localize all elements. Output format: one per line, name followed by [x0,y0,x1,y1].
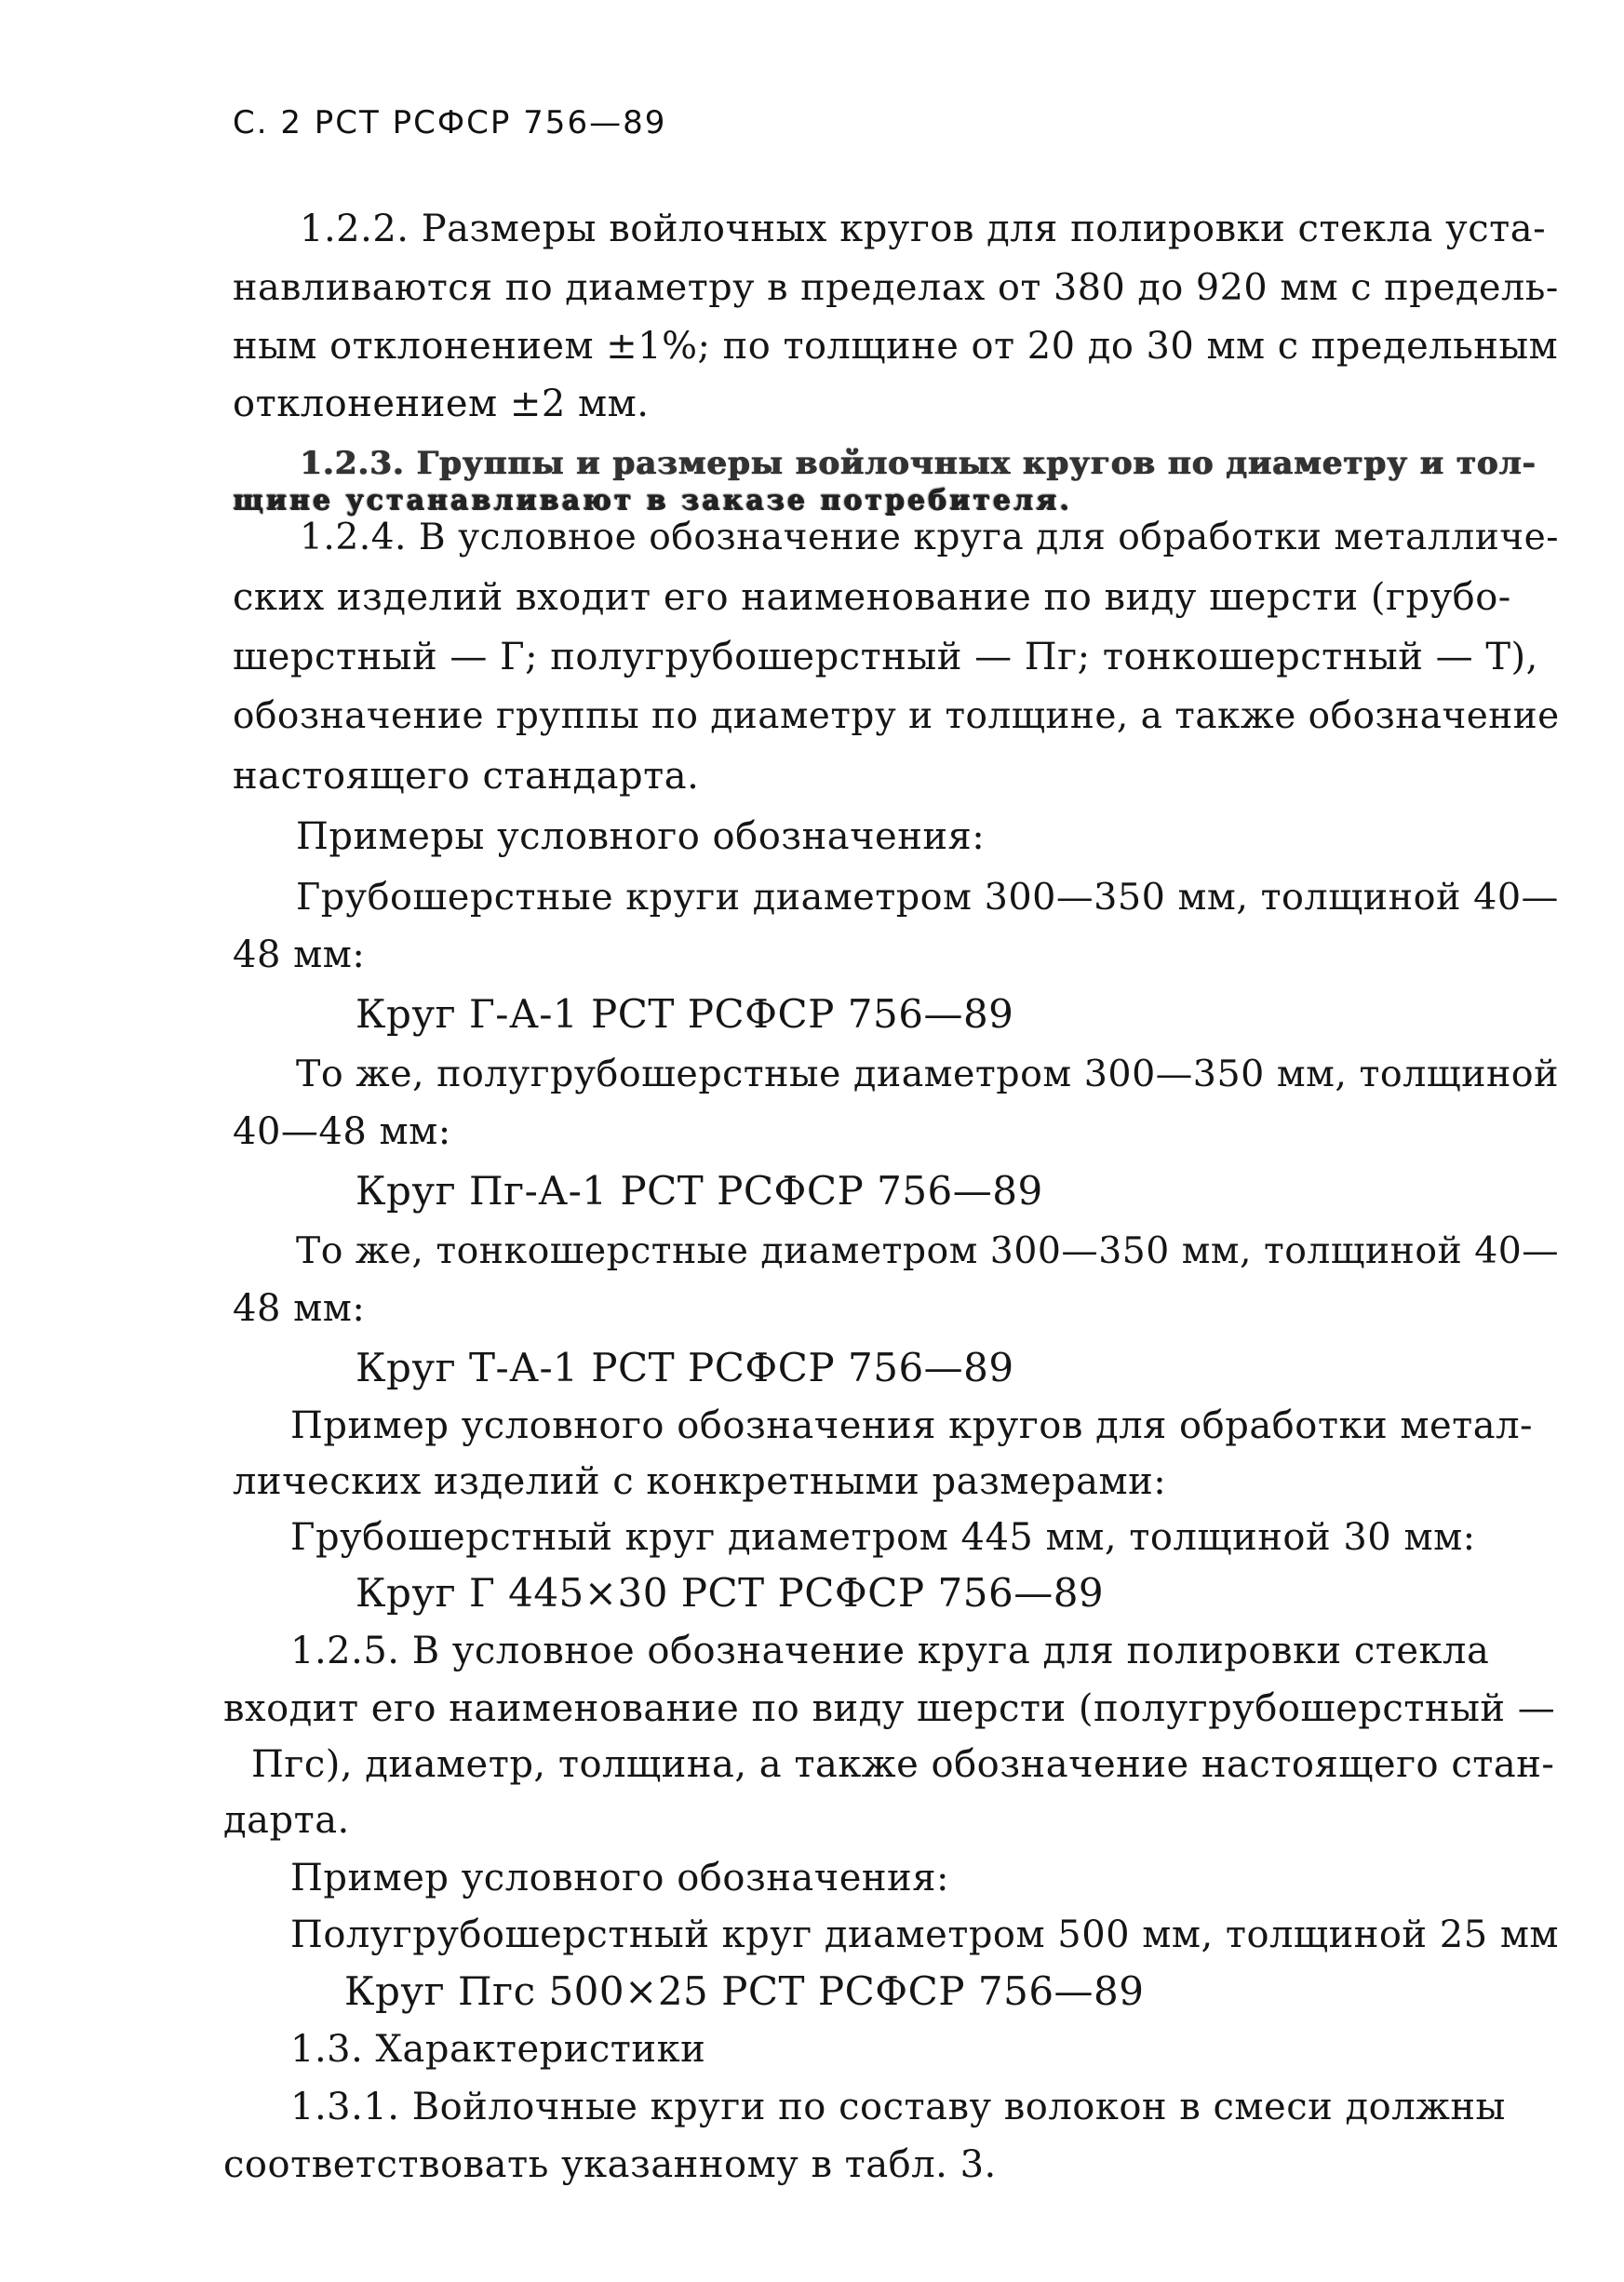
designation-example: Круг Г-А-1 РСТ РСФСР 756—89 [356,991,1014,1037]
text-line: соответствовать указанному в табл. 3. [223,2143,997,2186]
text-line: ным отклонением ±1%; по толщине от 20 до 30 мм с предельным [233,325,1559,368]
text-line: шерстный — Г; полугрубошерстный — Пг; тонкошерстный — Т), [233,636,1538,678]
text-line: 1.2.5. В условное обозначение круга для полировки стекла [290,1630,1490,1672]
text-line: щине устанавливают в заказе потребителя. [233,484,1072,517]
designation-example: Круг Пгс 500×25 РСТ РСФСР 756—89 [344,1968,1145,2014]
text-line: лических изделий с конкретными размерами: [233,1460,1167,1503]
designation-example: Круг Пг-А-1 РСТ РСФСР 756—89 [356,1168,1043,1214]
section-heading: 1.3. Характеристики [290,2028,706,2071]
designation-example: Круг Т-А-1 РСТ РСФСР 756—89 [356,1345,1014,1390]
text-line: 1.2.3. Группы и размеры войлочных кругов по диаметру и тол- [300,445,1537,482]
text-line: 48 мм: [233,933,366,976]
text-line: дарта. [223,1799,350,1842]
text-line: Пгс), диаметр, толщина, а также обозначение настоящего стан- [251,1743,1555,1786]
text-line: Грубошерстные круги диаметром 300—350 мм, толщиной 40— [296,876,1559,919]
text-line: ских изделий входит его наименование по виду шерсти (грубо- [233,576,1511,619]
text-line: То же, тонкошерстные диаметром 300—350 мм, толщиной 40— [296,1229,1560,1272]
text-line: 40—48 мм: [233,1110,451,1153]
text-line: навливаются по диаметру в пределах от 380 до 920 мм с предель- [233,266,1559,309]
text-line: Пример условного обозначения: [290,1857,949,1899]
text-line: Грубошерстный круг диаметром 445 мм, толщиной 30 мм: [290,1516,1476,1559]
text-line: Примеры условного обозначения: [296,815,986,858]
text-line: отклонением ±2 мм. [233,383,650,425]
page-header: С. 2 РСТ РСФСР 756—89 [233,104,667,141]
text-line: 48 мм: [233,1287,366,1330]
designation-example: Круг Г 445×30 РСТ РСФСР 756—89 [356,1570,1105,1616]
text-line: 1.2.2. Размеры войлочных кругов для полировки стекла уста- [300,208,1547,250]
text-line: То же, полугрубошерстные диаметром 300—350 мм, толщиной [296,1053,1559,1095]
text-line: настоящего стандарта. [233,755,700,798]
text-line: обозначение группы по диаметру и толщине, а также обозначение [233,695,1560,737]
text-line: Полугрубошерстный круг диаметром 500 мм, толщиной 25 мм [290,1913,1560,1956]
text-line: Пример условного обозначения кругов для обработки метал- [290,1404,1534,1447]
text-line: 1.2.4. В условное обозначение круга для обработки металличе- [300,517,1560,558]
text-line: входит его наименование по виду шерсти (полугрубошерстный — [223,1687,1556,1730]
text-line: 1.3.1. Войлочные круги по составу волокон в смеси должны [290,2086,1506,2128]
